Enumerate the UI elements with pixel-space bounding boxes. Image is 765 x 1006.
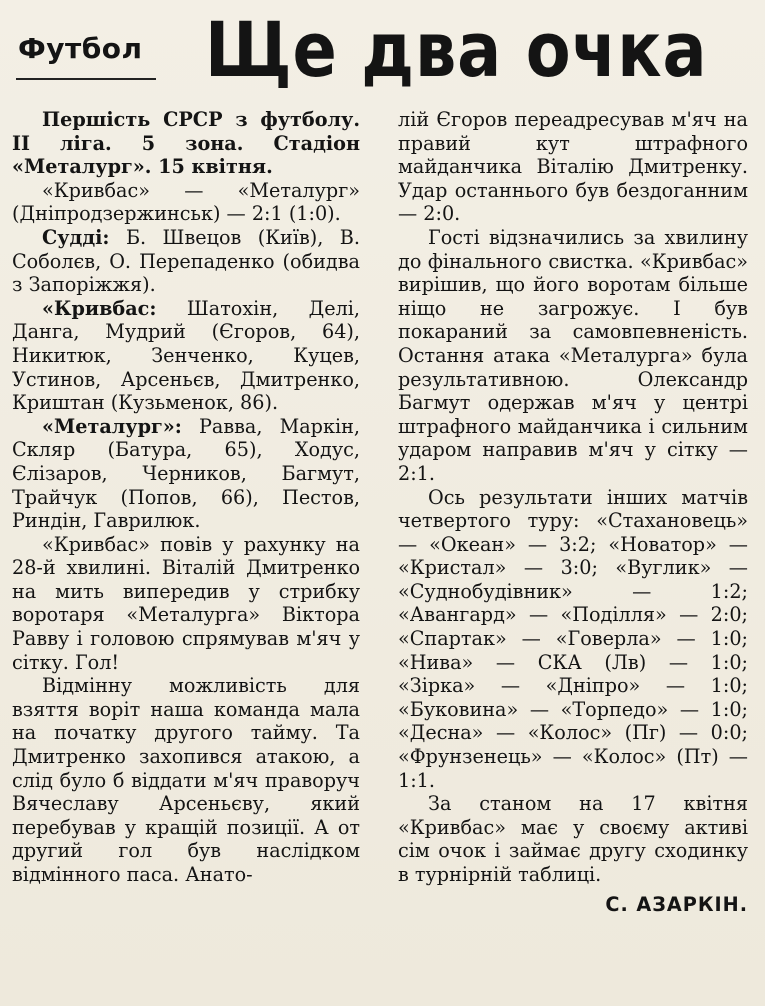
paragraph-second-goal: лій Єгоров переадресував м'яч на правий кут штрафного майданчика Віталію Дмитренку. Удар останнього був бездоганним — 2:0. bbox=[398, 108, 748, 226]
match-intro: Першість СРСР з футболу. II ліга. 5 зона. Стадіон «Металург». 15 квітня. bbox=[12, 108, 360, 179]
paragraph-standings: За станом на 17 квітня «Кривбас» має у своєму активі сім очок і займає другу сходинку в турнірній таблиці. bbox=[398, 792, 748, 886]
paragraph-guests-goal: Гості відзначились за хвилину до фінального свистка. «Кривбас» вирішив, що його воротам більше ніщо не загрожує. І був покараний за самовпевненість. Остання атака «Металурга» була результативною. Олександр Багмут одержав м'яч у центрі штрафного майданчика і сильним ударом направив м'яч у сітку — 2:1. bbox=[398, 225, 748, 485]
metalurh-players: Равва, Маркін, Скляр (Батура, 65), Ходус, Єлізаров, Черников, Багмут, Трайчук (Попов, 66), Пестов, Риндін, Гаврилюк. bbox=[12, 414, 360, 533]
referees-text: Б. Швецов (Київ), В. Соболєв, О. Перепаденко (обидва з Запоріжжя). bbox=[12, 225, 360, 297]
referees-label: Судді: bbox=[42, 225, 110, 249]
rubric-underline bbox=[16, 78, 156, 80]
match-score: «Кривбас» — «Металург» (Дніпродзержинськ) — 2:1 (1:0). bbox=[12, 178, 360, 226]
paragraph-first-goal: «Кривбас» повів у рахунку на 28-й хвилині. Віталій Дмитренко на мить випередив у стрибку воротаря «Металурга» Віктора Равву і головою спрямував м'яч у сітку. Гол! bbox=[12, 532, 360, 674]
kryvbas-players: Шатохін, Делі, Данга, Мудрий (Єгоров, 64), Никитюк, Зенченко, Куцев, Устинов, Арсеньєв, Дмитренко, Криштан (Кузьменок, 86). bbox=[12, 296, 360, 415]
paragraph-other-results: Ось результати інших матчів четвертого туру: «Стахановець» — «Океан» — 3:2; «Новатор» — «Кристал» — 3:0; «Вуглик» — «Суднобудівник» — 1:2; «Авангард» — «Поділля» — 2:0; «Спартак» — «Говерла» — 1:0; «Нива» — СКА (Лв) — 1:0; «Зірка» — «Дніпро» — 1:0; «Буковина» — «Торпедо» — 1:0; «Десна» — «Колос» (Пг) — 0:0; «Фрунзенець» — «Колос» (Пт) — 1:1. bbox=[398, 485, 748, 792]
kryvbas-label: «Кривбас: bbox=[42, 296, 157, 320]
paragraph-second-half: Відмінну можливість для взяття воріт наша команда мала на початку другого тайму. Та Дмитренко захопився атакою, а слід було б віддати м'яч праворуч Вячеславу Арсеньєву, який перебував у кращій позиції. А от другий гол був наслідком відмінного паса. Анато- bbox=[12, 674, 360, 886]
kryvbas-lineup bbox=[12, 297, 360, 415]
referees bbox=[12, 226, 360, 297]
right-column bbox=[398, 108, 748, 916]
left-column bbox=[12, 108, 360, 887]
article-headline: Ще два очка bbox=[205, 5, 708, 94]
section-rubric: Футбол bbox=[18, 32, 143, 65]
metalurh-label: «Металург»: bbox=[42, 414, 182, 438]
metalurh-lineup bbox=[12, 415, 360, 533]
author-signature: С. АЗАРКІН. bbox=[605, 892, 748, 916]
